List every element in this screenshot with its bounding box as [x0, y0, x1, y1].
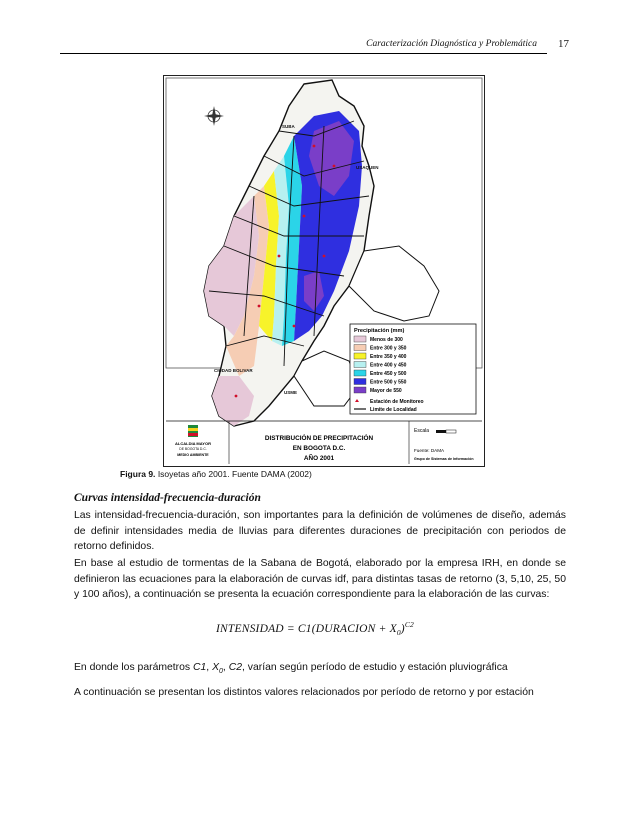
precipitation-map — [164, 76, 484, 466]
svg-text:ALCALDIA MAYOR: ALCALDIA MAYOR — [175, 441, 211, 446]
map-title-block — [166, 421, 482, 464]
precipitation-map-figure — [163, 75, 485, 467]
param-c2: C2 — [228, 662, 242, 673]
section-heading: Curvas intensidad-frecuencia-duración — [74, 492, 261, 504]
legend-item-label: Mayor de 550 — [370, 388, 402, 394]
running-title: Caracterización Diagnóstica y Problemática — [366, 39, 537, 49]
legend-swatch — [354, 387, 366, 393]
param-c1: C1 — [193, 662, 207, 673]
map-title-line: DISTRIBUCIÓN DE PRECIPITACIÓN — [264, 435, 374, 442]
paragraph-3: En donde los parámetros C1, $X_0$, C2, varían según período de estudio y estación pluviográfica — [74, 662, 508, 676]
north-arrow-icon — [204, 106, 224, 126]
equation-subscript: 0 — [396, 628, 401, 638]
legend-item-label: Entre 450 y 500 — [370, 371, 407, 377]
svg-text:MEDIO AMBIENTE: MEDIO AMBIENTE — [177, 453, 209, 457]
legend-boundary-label: Limite de Localidad — [370, 407, 417, 413]
place-label: CIUDAD BOLIVAR — [214, 368, 253, 373]
equation-body: INTENSIDAD = C1(DURACION + X — [216, 622, 397, 635]
scale-bar-icon — [436, 430, 456, 433]
legend-swatch — [354, 370, 366, 376]
idf-equation — [216, 620, 414, 637]
legend-item-label: Entre 500 y 550 — [370, 379, 407, 386]
svg-text:DE BOGOTA D.C.: DE BOGOTA D.C. — [179, 447, 207, 451]
legend-swatch — [354, 353, 366, 359]
map-title-line: EN BOGOTA D.C. — [292, 445, 346, 452]
legend-swatch — [354, 362, 366, 368]
page-number: 17 — [558, 38, 569, 50]
place-label: USAQUEN — [356, 165, 379, 170]
source-label: Fuente: DAMA — [414, 448, 445, 453]
legend-swatch — [354, 345, 366, 351]
legend-item-label: Entre 350 y 400 — [370, 354, 407, 360]
scale-label: Escala — [414, 428, 430, 434]
legend-swatch — [354, 336, 366, 342]
map-title-line: AÑO 2001 — [303, 455, 335, 462]
legend-station-label: Estación de Monitoreo — [370, 399, 424, 405]
paragraph-1: Las intensidad-frecuencia-duración, son importantes para la definición de volúmenes de diseño, además de definir intensidades media de lluvias para diferentes duraciones de precipitación con periodos de retorno definidos. — [74, 510, 566, 553]
place-label: SUBA — [282, 124, 295, 129]
legend-title: Precipitación (mm) — [354, 328, 405, 334]
equation-close: ) — [400, 622, 405, 635]
alcaldia-logo-icon — [188, 425, 198, 437]
legend-item-label: Entre 400 y 450 — [370, 362, 407, 369]
legend-item-label: Entre 300 y 350 — [370, 345, 407, 352]
figure-caption — [120, 469, 312, 479]
place-label: USME — [284, 390, 298, 395]
caption-label: Figura 9. — [120, 469, 156, 479]
param-x0: X — [212, 662, 220, 673]
legend-swatch — [354, 379, 366, 385]
paragraph-2: En base al estudio de tormentas de la Sabana de Bogotá, elaborado por la empresa IRH, en donde se definieron las ecuaciones para la elaboración de curvas idf, para distintas tasas de retorno (3, 5,10, 25, 50 y 100 años), a continuación se presenta la ecuación correspondiente para la elaboración de las curvas: — [74, 558, 566, 601]
source-sub: Grupo de Sistemas de Información — [414, 457, 474, 461]
header-rule — [60, 53, 547, 54]
equation-exponent: C2 — [404, 620, 414, 629]
caption-text: Isoyetas año 2001. Fuente DAMA (2002) — [157, 469, 312, 479]
map-legend — [350, 324, 476, 414]
legend-item-label: Menos de 300 — [370, 337, 403, 343]
page-header — [60, 39, 575, 57]
paragraph-4: A continuación se presentan los distintos valores relacionados por período de retorno y por estación — [74, 687, 534, 698]
